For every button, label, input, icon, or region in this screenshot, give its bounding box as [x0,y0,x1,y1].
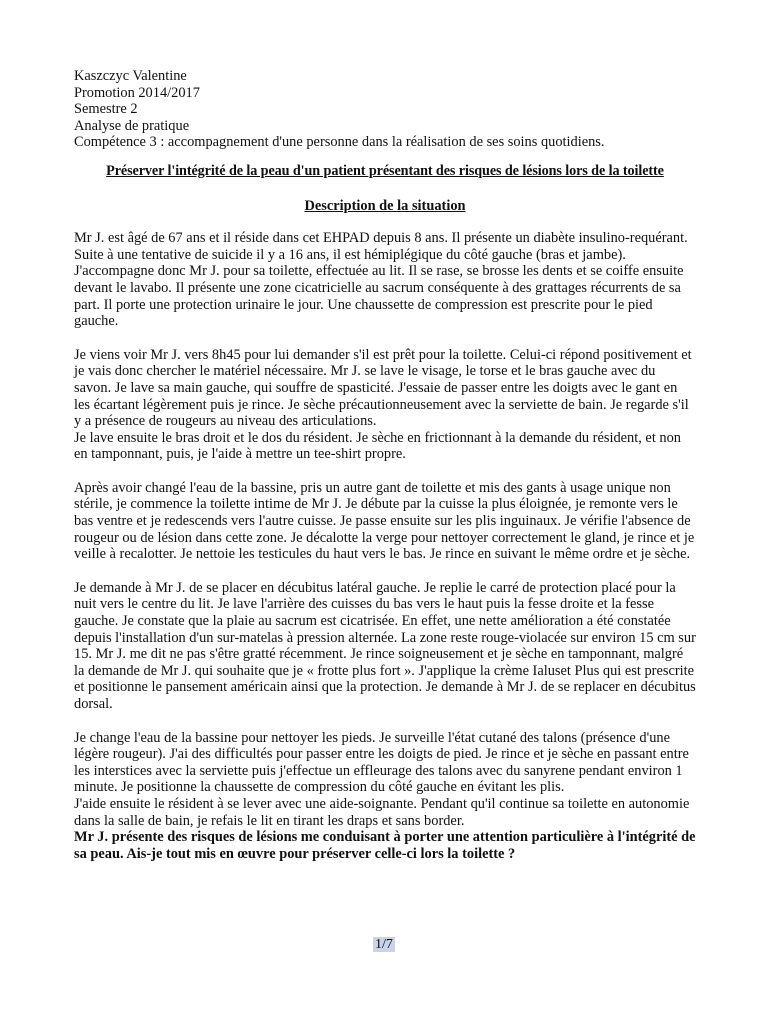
document-type: Analyse de pratique [74,117,190,134]
research-question: Mr J. présente des risques de lésions me conduisant à porter une attention particulière à l'intégrité de sa peau. Ais-je tout mis en œuvre pour préserver celle-ci lors la toilette ? [74,829,696,862]
paragraph: Je viens voir Mr J. vers 8h45 pour lui demander s'il est prêt pour la toilette. Celui-ci répond positivement et je vais donc chercher le matériel nécessaire. Mr J. se lave le visage, le torse et le bras gauche avec du savon. Je lave sa main gauche, qui souffre de spasticité. J'essaie de passer entre les doigts avec le gant en les écartant légèrement puis je rince. Je sèche précautionneusement avec la serviette de bain. Je regarde s'il y a présence de rougeurs au niveau des articulations. [74,346,692,430]
paragraph: Mr J. est âgé de 67 ans et il réside dans cet EHPAD depuis 8 ans. Il présente un diabète insulino-requérant. Suite à une tentative de suicide il y a 16 ans, il est hémiplégique du côté gauche (bras et jambe). J'accompagne donc Mr J. pour sa toilette, effectuée au lit. Il se rase, se brosse les dents et se coiffe ensuite devant le lavabo. Il présente une zone cicatricielle au sacrum conséquente à des grattages récurrents de sa part. Il porte une protection urinaire le jour. Une chaussette de compression est prescrite pour le pied gauche. [74,230,688,330]
section-title: Description de la situation [304,197,466,214]
page-number-text: 1/7 [375,937,393,952]
paragraph-block-5 [74,730,696,863]
promotion-line: Promotion 2014/2017 [74,84,200,101]
paragraph: J'aide ensuite le résident à se lever avec une aide-soignante. Pendant qu'il continue sa toilette en autonomie dans la salle de bain, je refais le lit en tirant les draps et sans border. [74,795,690,829]
paragraph-block-4 [74,580,696,713]
paragraph-block-2 [74,347,696,463]
page-number [0,937,768,954]
competence-line: Compétence 3 : accompagnement d'une personne dans la réalisation de ses soins quotidiens. [74,134,605,151]
document-title: Préserver l'intégrité de la peau d'un patient présentant des risques de lésions lors de la toilette [106,162,664,179]
document-header [74,68,696,151]
paragraph-block-3 [74,480,696,563]
paragraph: Après avoir changé l'eau de la bassine, pris un autre gant de toilette et mis des gants à usage unique non stérile, je commence la toilette intime de Mr J. Je débute par la cuisse la plus éloignée, je remonte vers le bas ventre et je redescends vers l'autre cuisse. Je passe ensuite sur les plis inguinaux. Je vérifie l'absence de rougeur ou de lésion dans cette zone. Je décalotte la verge pour nettoyer correctement le gland, je rince et je veille à recalotter. Je nettoie les testicules du haut vers le bas. Je rince en suivant le même ordre et je sèche. [74,479,695,563]
semester-line: Semestre 2 [74,101,138,118]
paragraph-block-1 [74,230,696,330]
paragraph: Je demande à Mr J. de se placer en décubitus latéral gauche. Je replie le carré de protection placé pour la nuit vers le centre du lit. Je lave l'arrière des cuisses du bas vers le haut puis la fesse droite et la fesse gauche. Je constate que la plaie au sacrum est cicatrisée. En effet, une nette amélioration a été constatée depuis l'installation d'un sur-matelas à pression alternée. La zone reste rouge-violacée sur environ 15 cm sur 15. Mr J. me dit ne pas s'être gratté récemment. Je rince soigneusement et je sèche en tamponnant, malgré la demande de Mr J. qui souhaite que je « frotte plus fort ». J'applique la crème Ialuset Plus qui est prescrite et positionne le pansement américain ainsi que la protection. Je demande à Mr J. de se replacer en décubitus dorsal. [74,579,696,712]
paragraph: Je change l'eau de la bassine pour nettoyer les pieds. Je surveille l'état cutané des talons (présence d'une légère rougeur). J'ai des difficultés pour passer entre les doigts de pied. Je rince et je sèche en passant entre les interstices avec la serviette puis j'effectue un effleurage des talons avec du sanyrene pendant environ 1 minute. Je positionne la chaussette de compression du côté gauche en évitant les plis. [74,729,689,796]
author-name: Kaszczyc Valentine [74,68,187,84]
paragraph: Je lave ensuite le bras droit et le dos du résident. Je sèche en frictionnant à la demande du résident, et non en tamponnant, puis, je l'aide à mettre un tee-shirt propre. [74,429,681,463]
